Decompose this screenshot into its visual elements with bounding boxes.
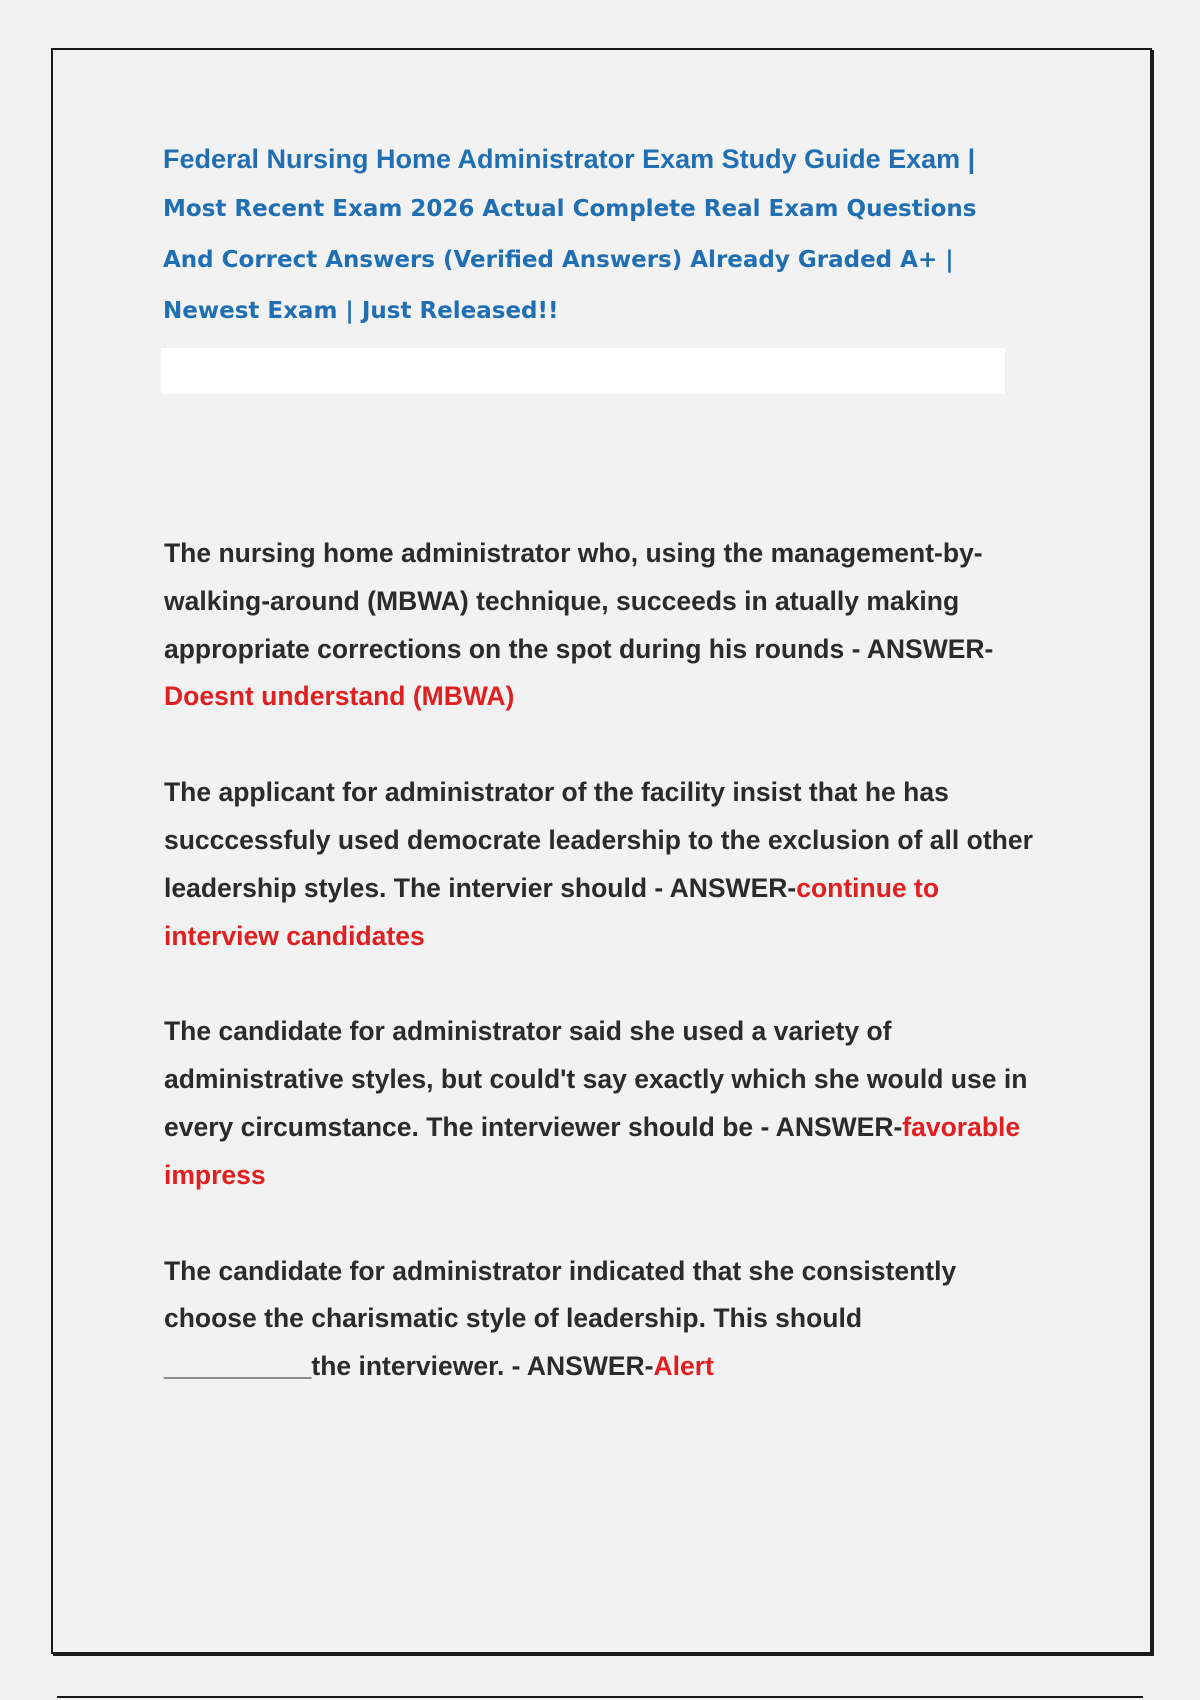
question-text: The candidate for administrator said she used a variety of administrative styles, but could't say exactly which she would use in every circumstance. The interviewer should be - ANSWER- xyxy=(164,1016,1028,1142)
answer-text: Alert xyxy=(653,1351,714,1382)
title-subtitle: Most Recent Exam 2026 Actual Complete Real Exam Questions And Correct Answers (Verified Answers) Already Graded A+ | Newest Exam | Just Released!! xyxy=(163,196,977,324)
blank-banner xyxy=(161,348,1005,394)
qa-list xyxy=(164,530,1044,1439)
answer-text: Doesnt understand (MBWA) xyxy=(164,681,515,712)
qa-item xyxy=(164,769,1044,960)
page-separator xyxy=(57,1696,1143,1698)
answer-text: continue to interview candidates xyxy=(164,872,940,951)
title-line-1: Federal Nursing Home Administrator Exam Study Guide Exam | xyxy=(163,144,976,174)
document-title xyxy=(163,136,1063,337)
qa-item xyxy=(164,1008,1044,1199)
qa-item xyxy=(164,1248,1044,1391)
question-text: The candidate for administrator indicated that she consistently choose the charismatic style of leadership. This should __________the interviewer. - ANSWER- xyxy=(164,1255,957,1382)
question-text: The nursing home administrator who, using the management-by-walking-around (MBWA) technique, succeeds in atually making appropriate corrections on the spot during his rounds - ANSWER- xyxy=(164,538,994,664)
qa-item xyxy=(164,530,1044,721)
question-text: The applicant for administrator of the facility insist that he has succcessfuly used democrate leadership to the exclusion of all other leadership styles. The intervier should - ANSWER- xyxy=(164,777,1033,903)
answer-text: favorable impress xyxy=(164,1111,1021,1190)
